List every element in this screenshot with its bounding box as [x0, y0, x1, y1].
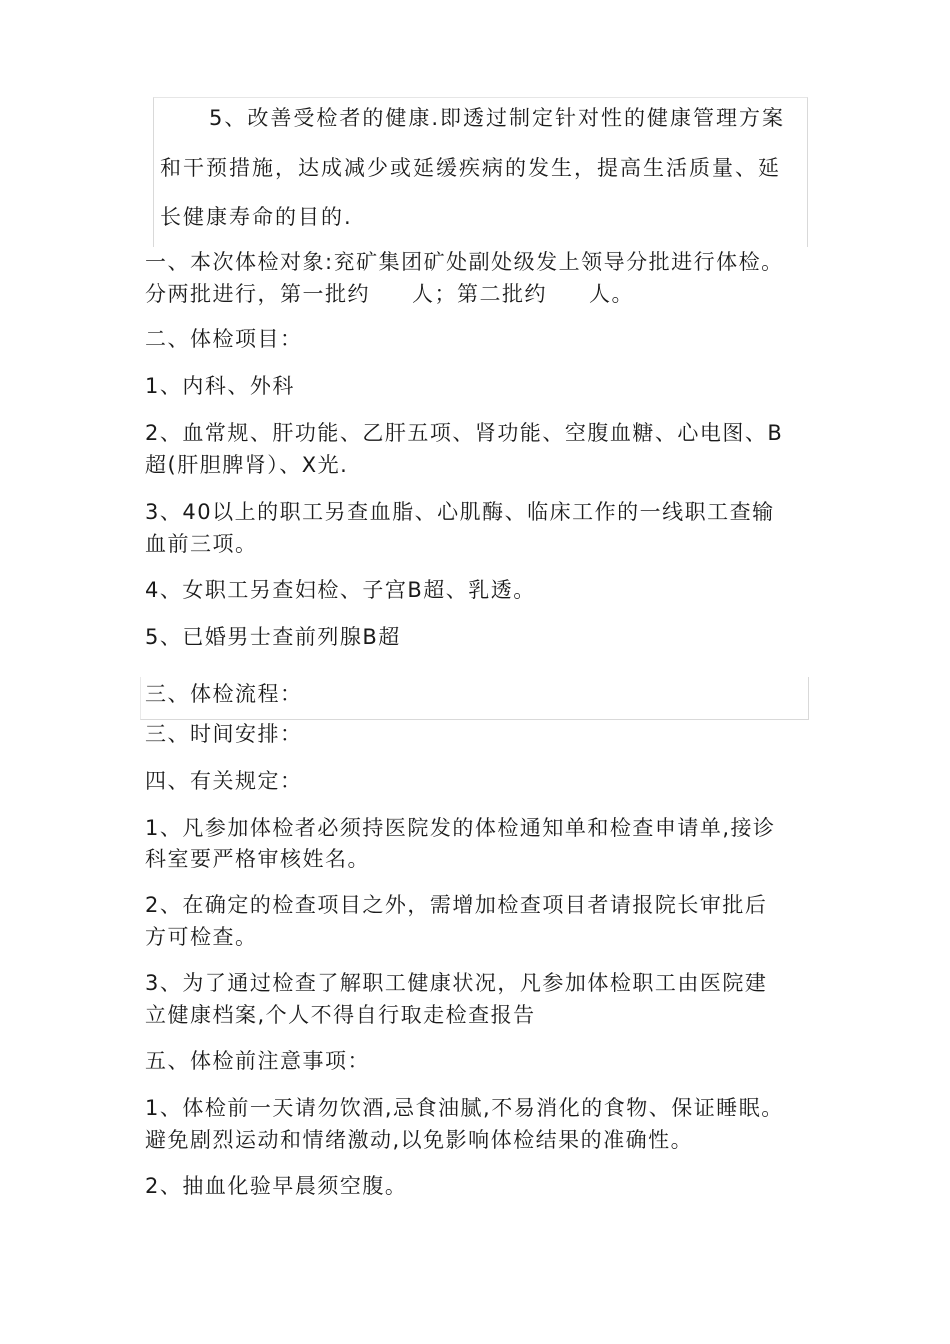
section2-item-2-line-1: 2、血常规、肝功能、乙肝五项、肾功能、空腹血糖、心电图、B	[145, 421, 784, 445]
section4-heading: 四、有关规定：	[145, 769, 303, 793]
intro-text-box	[153, 97, 808, 247]
section2-item-3-line-2: 血前三项。	[145, 532, 258, 556]
section4-item-3-line-2: 立健康档案,个人不得自行取走检查报告	[145, 1003, 536, 1027]
section3-flow-heading: 三、体检流程：	[145, 682, 303, 706]
section1-line-1: 一、本次体检对象:兖矿集团矿处副处级发上领导分批进行体检。	[145, 250, 784, 274]
section1-second-batch-label: 人；第二批约	[412, 282, 547, 306]
section5-item-2: 2、抽血化验早晨须空腹。	[145, 1174, 408, 1198]
section2-item-4: 4、女职工另查妇检、子宫B超、乳透。	[145, 578, 536, 602]
section2-item-2-line-2: 超(肝胆脾肾）、X光.	[145, 453, 349, 477]
section5-item-1-line-1: 1、体检前一天请勿饮酒,忌食油腻,不易消化的食物、保证睡眠。	[145, 1096, 784, 1120]
section4-item-2-line-2: 方可检查。	[145, 925, 258, 949]
section4-item-3-line-1: 3、为了通过检查了解职工健康状况，凡参加体检职工由医院建	[145, 971, 768, 995]
section5-heading: 五、体检前注意事项：	[145, 1049, 370, 1073]
section2-item-1: 1、内科、外科	[145, 374, 295, 398]
intro-line-1: 5、改善受检者的健康.即透过制定针对性的健康管理方案	[209, 106, 786, 130]
section2-item-3-line-1: 3、40以上的职工另查血脂、心肌酶、临床工作的一线职工查输	[145, 500, 775, 524]
section2-item-5: 5、已婚男士查前列腺B超	[145, 625, 401, 649]
section3-time-heading: 三、时间安排：	[145, 722, 303, 746]
section1-line-end: 人。	[589, 282, 634, 306]
section4-item-1-line-1: 1、凡参加体检者必须持医院发的体检通知单和检查申请单,接诊	[145, 816, 776, 840]
intro-line-3: 长健康寿命的目的.	[160, 205, 353, 229]
intro-line-2: 和干预措施，达成减少或延缓疾病的发生，提高生活质量、延	[160, 156, 781, 180]
section4-item-1-line-2: 科室要严格审核姓名。	[145, 847, 370, 871]
section2-heading: 二、体检项目：	[145, 327, 303, 351]
section1-line-2	[145, 281, 634, 307]
section5-item-1-line-2: 避免剧烈运动和情绪激动,以免影响体检结果的准确性。	[145, 1128, 694, 1152]
section4-item-2-line-1: 2、在确定的检查项目之外，需增加检查项目者请报院长审批后	[145, 893, 768, 917]
section1-first-batch-label: 分两批进行，第一批约	[145, 282, 370, 306]
